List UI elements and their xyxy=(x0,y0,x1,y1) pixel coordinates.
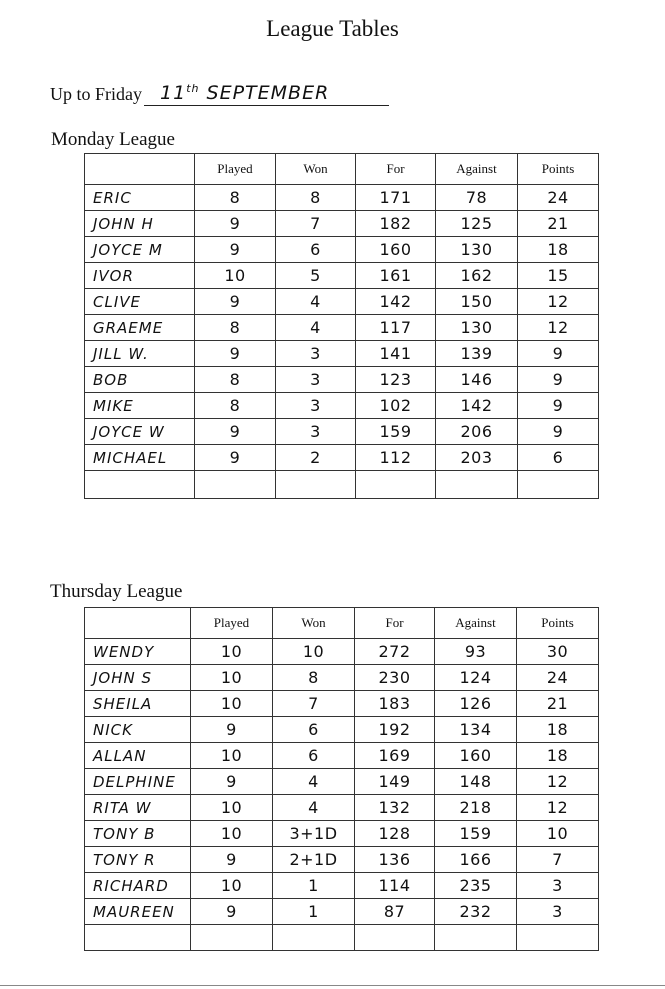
cell-name: NICK xyxy=(85,717,191,743)
table-row xyxy=(85,665,599,691)
cell-name: ERIC xyxy=(85,185,195,211)
cell-for: 160 xyxy=(356,237,436,263)
cell-points: 3 xyxy=(517,899,599,925)
cell-against: 146 xyxy=(436,367,518,393)
table-row xyxy=(85,769,599,795)
cell-played: 10 xyxy=(195,263,276,289)
cell-played: 9 xyxy=(195,445,276,471)
header-points: Points xyxy=(517,608,599,639)
cell-won: 7 xyxy=(273,691,355,717)
header-played: Played xyxy=(195,154,276,185)
thursday-league-table xyxy=(84,607,599,951)
cell-won: 3 xyxy=(276,419,356,445)
cell-points: 9 xyxy=(518,393,599,419)
cell-played: 10 xyxy=(191,795,273,821)
cell-against: 150 xyxy=(436,289,518,315)
cell-against: 93 xyxy=(435,639,517,665)
cell-points: 3 xyxy=(517,873,599,899)
header-for: For xyxy=(356,154,436,185)
cell-for: 132 xyxy=(355,795,435,821)
cell-won: 3 xyxy=(276,341,356,367)
cell-won: 6 xyxy=(273,717,355,743)
cell-name: DELPHINE xyxy=(85,769,191,795)
cell-name: JOYCE W xyxy=(85,419,195,445)
date-suffix: th xyxy=(186,82,200,95)
cell-name: SHEILA xyxy=(85,691,191,717)
cell-played: 10 xyxy=(191,665,273,691)
header-won: Won xyxy=(273,608,355,639)
cell-won: 4 xyxy=(276,315,356,341)
cell-won: 7 xyxy=(276,211,356,237)
table-row xyxy=(85,743,599,769)
table-header-row xyxy=(85,154,599,185)
table-row xyxy=(85,717,599,743)
cell-against: 235 xyxy=(435,873,517,899)
cell-points: 18 xyxy=(518,237,599,263)
cell-played: 8 xyxy=(195,393,276,419)
cell-name: BOB xyxy=(85,367,195,393)
table-row xyxy=(85,795,599,821)
cell-won: 4 xyxy=(273,769,355,795)
table-row xyxy=(85,315,599,341)
header-name xyxy=(85,154,195,185)
cell-played: 9 xyxy=(191,769,273,795)
cell-won: 8 xyxy=(273,665,355,691)
cell-for: 136 xyxy=(355,847,435,873)
date-month: SEPTEMBER xyxy=(206,82,330,104)
bottom-rule xyxy=(0,985,665,986)
table-row xyxy=(85,847,599,873)
cell-won: 3 xyxy=(276,367,356,393)
header-for: For xyxy=(355,608,435,639)
cell-won: 5 xyxy=(276,263,356,289)
cell-won: 6 xyxy=(276,237,356,263)
page-title: League Tables xyxy=(266,16,399,41)
table-header-row xyxy=(85,608,599,639)
cell-for: 171 xyxy=(356,185,436,211)
cell-name: MICHAEL xyxy=(85,445,195,471)
cell-against: 166 xyxy=(435,847,517,873)
cell-against: 130 xyxy=(436,237,518,263)
cell-played: 9 xyxy=(191,717,273,743)
cell-points: 18 xyxy=(517,717,599,743)
cell-name: GRAEME xyxy=(85,315,195,341)
monday-league-table xyxy=(84,153,599,499)
table-row xyxy=(85,445,599,471)
cell-won: 1 xyxy=(273,899,355,925)
table-row xyxy=(85,393,599,419)
cell-won: 1 xyxy=(273,873,355,899)
cell-played: 10 xyxy=(191,691,273,717)
cell-played: 10 xyxy=(191,821,273,847)
cell-for: 192 xyxy=(355,717,435,743)
table-row xyxy=(85,691,599,717)
cell-name: JOHN S xyxy=(85,665,191,691)
blank-cell xyxy=(85,471,195,499)
cell-won: 10 xyxy=(273,639,355,665)
cell-name: IVOR xyxy=(85,263,195,289)
cell-name: RITA W xyxy=(85,795,191,821)
cell-for: 114 xyxy=(355,873,435,899)
cell-for: 87 xyxy=(355,899,435,925)
cell-against: 130 xyxy=(436,315,518,341)
blank-row xyxy=(85,471,599,499)
cell-points: 21 xyxy=(518,211,599,237)
blank-cell xyxy=(85,925,191,951)
cell-for: 169 xyxy=(355,743,435,769)
cell-points: 12 xyxy=(518,315,599,341)
cell-for: 182 xyxy=(356,211,436,237)
blank-cell xyxy=(356,471,436,499)
cell-won: 6 xyxy=(273,743,355,769)
blank-cell xyxy=(355,925,435,951)
cell-played: 10 xyxy=(191,639,273,665)
cell-points: 30 xyxy=(517,639,599,665)
cell-points: 18 xyxy=(517,743,599,769)
cell-against: 203 xyxy=(436,445,518,471)
cell-against: 160 xyxy=(435,743,517,769)
cell-played: 10 xyxy=(191,873,273,899)
table-row xyxy=(85,289,599,315)
cell-against: 218 xyxy=(435,795,517,821)
cell-for: 272 xyxy=(355,639,435,665)
blank-cell xyxy=(191,925,273,951)
cell-for: 230 xyxy=(355,665,435,691)
cell-won: 2 xyxy=(276,445,356,471)
blank-cell xyxy=(435,925,517,951)
cell-name: ALLAN xyxy=(85,743,191,769)
cell-against: 78 xyxy=(436,185,518,211)
header-against: Against xyxy=(435,608,517,639)
cell-for: 183 xyxy=(355,691,435,717)
table-row xyxy=(85,639,599,665)
cell-name: TONY R xyxy=(85,847,191,873)
cell-against: 142 xyxy=(436,393,518,419)
blank-cell xyxy=(273,925,355,951)
cell-for: 117 xyxy=(356,315,436,341)
blank-cell xyxy=(276,471,356,499)
cell-points: 9 xyxy=(518,419,599,445)
cell-played: 8 xyxy=(195,185,276,211)
table-row xyxy=(85,211,599,237)
cell-played: 9 xyxy=(191,899,273,925)
cell-name: MAUREEN xyxy=(85,899,191,925)
cell-against: 206 xyxy=(436,419,518,445)
cell-won: 4 xyxy=(276,289,356,315)
cell-for: 128 xyxy=(355,821,435,847)
cell-points: 9 xyxy=(518,341,599,367)
cell-for: 149 xyxy=(355,769,435,795)
cell-for: 159 xyxy=(356,419,436,445)
blank-cell xyxy=(436,471,518,499)
table-row xyxy=(85,263,599,289)
cell-played: 9 xyxy=(195,341,276,367)
cell-against: 232 xyxy=(435,899,517,925)
table-row xyxy=(85,899,599,925)
header-played: Played xyxy=(191,608,273,639)
cell-points: 12 xyxy=(517,795,599,821)
cell-name: TONY B xyxy=(85,821,191,847)
date-line xyxy=(50,82,389,106)
cell-name: CLIVE xyxy=(85,289,195,315)
cell-played: 9 xyxy=(191,847,273,873)
cell-for: 141 xyxy=(356,341,436,367)
cell-played: 9 xyxy=(195,237,276,263)
cell-against: 126 xyxy=(435,691,517,717)
table-row xyxy=(85,821,599,847)
handwritten-date xyxy=(144,82,389,106)
cell-played: 9 xyxy=(195,419,276,445)
cell-points: 10 xyxy=(517,821,599,847)
cell-points: 9 xyxy=(518,367,599,393)
cell-won: 8 xyxy=(276,185,356,211)
cell-name: RICHARD xyxy=(85,873,191,899)
cell-against: 162 xyxy=(436,263,518,289)
monday-league-heading: Monday League xyxy=(51,129,175,150)
cell-for: 142 xyxy=(356,289,436,315)
cell-against: 148 xyxy=(435,769,517,795)
cell-played: 8 xyxy=(195,315,276,341)
cell-points: 6 xyxy=(518,445,599,471)
cell-against: 124 xyxy=(435,665,517,691)
cell-points: 21 xyxy=(517,691,599,717)
table-row xyxy=(85,419,599,445)
cell-against: 159 xyxy=(435,821,517,847)
cell-points: 12 xyxy=(518,289,599,315)
thursday-league-heading: Thursday League xyxy=(50,581,183,602)
blank-cell xyxy=(195,471,276,499)
cell-points: 7 xyxy=(517,847,599,873)
cell-won: 3 xyxy=(276,393,356,419)
cell-won: 3+1D xyxy=(273,821,355,847)
cell-name: WENDY xyxy=(85,639,191,665)
table-row xyxy=(85,237,599,263)
cell-name: JILL W. xyxy=(85,341,195,367)
header-against: Against xyxy=(436,154,518,185)
header-won: Won xyxy=(276,154,356,185)
cell-played: 10 xyxy=(191,743,273,769)
blank-row xyxy=(85,925,599,951)
cell-for: 112 xyxy=(356,445,436,471)
cell-against: 139 xyxy=(436,341,518,367)
table-row xyxy=(85,873,599,899)
header-name xyxy=(85,608,191,639)
table-row xyxy=(85,341,599,367)
cell-played: 9 xyxy=(195,289,276,315)
cell-played: 9 xyxy=(195,211,276,237)
table-row xyxy=(85,185,599,211)
cell-for: 102 xyxy=(356,393,436,419)
cell-points: 24 xyxy=(518,185,599,211)
cell-name: JOHN H xyxy=(85,211,195,237)
cell-points: 12 xyxy=(517,769,599,795)
cell-for: 161 xyxy=(356,263,436,289)
cell-won: 4 xyxy=(273,795,355,821)
blank-cell xyxy=(518,471,599,499)
cell-against: 125 xyxy=(436,211,518,237)
header-points: Points xyxy=(518,154,599,185)
cell-name: JOYCE M xyxy=(85,237,195,263)
cell-for: 123 xyxy=(356,367,436,393)
blank-cell xyxy=(517,925,599,951)
cell-points: 15 xyxy=(518,263,599,289)
cell-name: MIKE xyxy=(85,393,195,419)
table-row xyxy=(85,367,599,393)
cell-against: 134 xyxy=(435,717,517,743)
date-label: Up to Friday xyxy=(50,84,142,104)
cell-won: 2+1D xyxy=(273,847,355,873)
cell-points: 24 xyxy=(517,665,599,691)
date-day: 11 xyxy=(160,82,187,104)
cell-played: 8 xyxy=(195,367,276,393)
